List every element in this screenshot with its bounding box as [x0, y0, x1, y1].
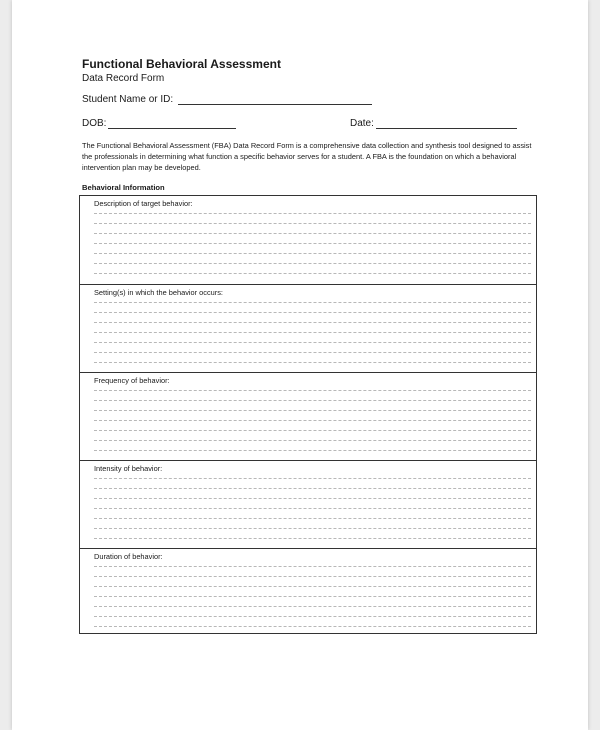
writing-line[interactable]	[94, 243, 531, 244]
intro-paragraph: The Functional Behavioral Assessment (FBA) Data Record Form is a comprehensive data collection and synthesis tool designed to assist the professionals in determining what function a specific behavior serves for a student. A FBA is the foundation on which a behavioral intervention plan may be developed.	[82, 141, 532, 172]
writing-line[interactable]	[94, 352, 531, 353]
writing-line[interactable]	[94, 322, 531, 323]
form-subtitle: Data Record Form	[82, 73, 165, 84]
writing-line[interactable]	[94, 420, 531, 421]
section-duration	[80, 548, 536, 634]
writing-line[interactable]	[94, 213, 531, 214]
writing-line[interactable]	[94, 518, 531, 519]
writing-line[interactable]	[94, 390, 531, 391]
writing-line[interactable]	[94, 342, 531, 343]
date-label: Date:	[350, 118, 374, 129]
form-title: Functional Behavioral Assessment	[82, 57, 281, 71]
section-label: Setting(s) in which the behavior occurs:	[94, 288, 223, 297]
writing-line[interactable]	[94, 586, 531, 587]
dob-label: DOB:	[82, 118, 107, 129]
dob-field[interactable]	[108, 128, 236, 129]
writing-line[interactable]	[94, 223, 531, 224]
writing-line[interactable]	[94, 478, 531, 479]
writing-line[interactable]	[94, 430, 531, 431]
document-page	[12, 0, 588, 730]
writing-line[interactable]	[94, 400, 531, 401]
section-label: Description of target behavior:	[94, 199, 193, 208]
section-intensity	[80, 460, 536, 549]
writing-line[interactable]	[94, 538, 531, 539]
behavioral-information-heading: Behavioral Information	[82, 183, 165, 192]
writing-line[interactable]	[94, 233, 531, 234]
writing-line[interactable]	[94, 362, 531, 363]
writing-line[interactable]	[94, 440, 531, 441]
writing-line[interactable]	[94, 312, 531, 313]
section-label: Duration of behavior:	[94, 552, 163, 561]
section-frequency	[80, 372, 536, 461]
writing-line[interactable]	[94, 528, 531, 529]
writing-line[interactable]	[94, 253, 531, 254]
writing-line[interactable]	[94, 450, 531, 451]
writing-line[interactable]	[94, 606, 531, 607]
student-name-label: Student Name or ID:	[82, 94, 174, 105]
writing-line[interactable]	[94, 576, 531, 577]
writing-line[interactable]	[94, 498, 531, 499]
writing-line[interactable]	[94, 263, 531, 264]
section-label: Intensity of behavior:	[94, 464, 163, 473]
section-label: Frequency of behavior:	[94, 376, 170, 385]
writing-line[interactable]	[94, 566, 531, 567]
writing-line[interactable]	[94, 596, 531, 597]
student-name-field[interactable]	[178, 104, 372, 105]
writing-line[interactable]	[94, 332, 531, 333]
writing-line[interactable]	[94, 488, 531, 489]
writing-line[interactable]	[94, 302, 531, 303]
writing-line[interactable]	[94, 616, 531, 617]
section-target-behavior	[80, 196, 536, 284]
writing-line[interactable]	[94, 508, 531, 509]
writing-line[interactable]	[94, 410, 531, 411]
section-settings	[80, 284, 536, 373]
writing-line[interactable]	[94, 626, 531, 627]
writing-line[interactable]	[94, 273, 531, 274]
behavioral-information-table	[79, 195, 537, 634]
date-field[interactable]	[376, 128, 517, 129]
